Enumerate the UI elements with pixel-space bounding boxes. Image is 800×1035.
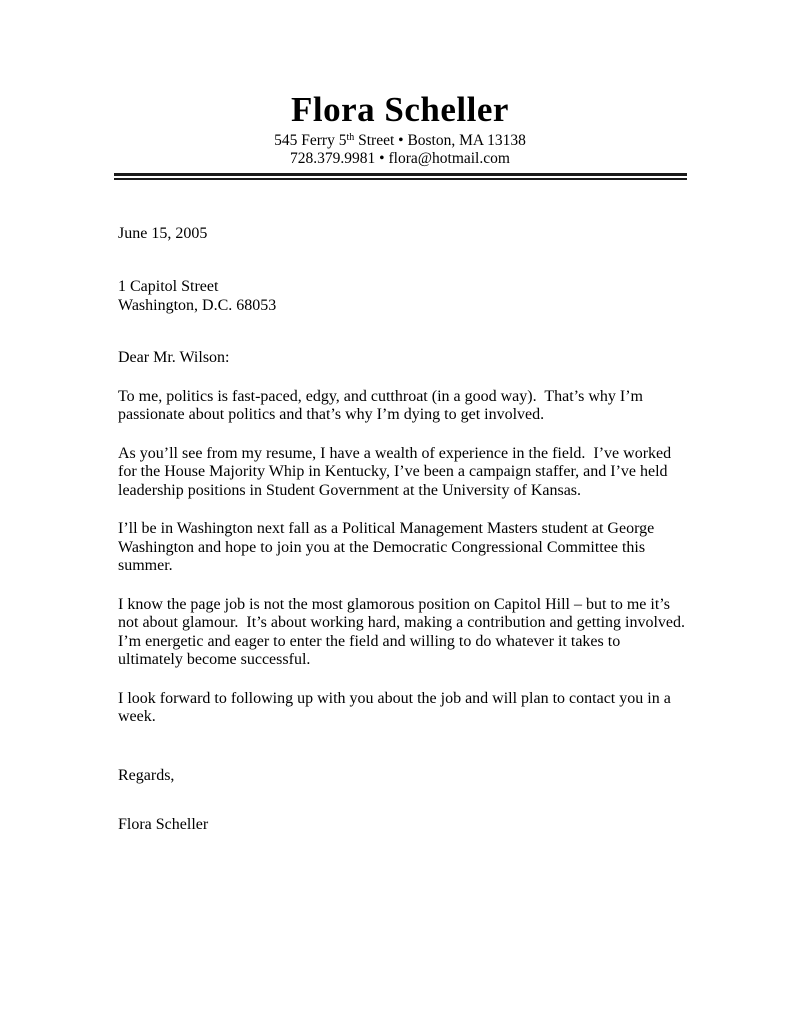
recipient-address-line1: 1 Capitol Street — [118, 278, 219, 295]
body-paragraph: I look forward to following up with you about the job and will plan to contact you in a week. — [118, 689, 675, 725]
divider-bottom-line — [114, 178, 687, 180]
recipient-address — [118, 278, 687, 315]
body-paragraph: I’ll be in Washington next fall as a Political Management Masters student at George Washington and hope to join you at the Democratic Congressional Committee this summer. — [118, 520, 658, 574]
body-paragraph: To me, politics is fast-paced, edgy, and cutthroat (in a good way). That’s why I’m passionate about politics and that’s why I’m dying to get involved. — [118, 387, 647, 423]
recipient-address-line2: Washington, D.C. 68053 — [118, 296, 277, 314]
sender-contact: 728.379.9981 • flora@hotmail.com — [290, 150, 510, 167]
letter-date: June 15, 2005 — [118, 224, 208, 242]
signature-name: Flora Scheller — [118, 816, 209, 833]
body-paragraph: As you’ll see from my resume, I have a wealth of experience in the field. I’ve worked for the House Majority Whip in Kentucky, I’ve been a campaign staffer, and I’ve held leadership positions in Student Government at the University of Kansas. — [118, 444, 676, 499]
salutation: Dear Mr. Wilson: — [118, 349, 230, 366]
sender-address — [0, 132, 800, 150]
body-paragraph: I know the page job is not the most glamorous position on Capitol Hill – but to me it’s not about glamour. It’s about working hard, making a contribution and getting involved. I’m energetic and eager to enter the field and willing to do whatever it takes to ultimately become successful. — [118, 595, 694, 668]
letterhead — [0, 0, 800, 180]
sender-address-superscript: th — [346, 132, 355, 143]
header-divider — [114, 173, 687, 180]
letter-body — [0, 225, 800, 835]
sender-address-suffix: Street • Boston, MA 13138 — [354, 132, 526, 149]
closing: Regards, — [118, 766, 175, 784]
sender-address-prefix: 545 Ferry 5 — [274, 132, 347, 149]
sender-name: Flora Scheller — [291, 90, 509, 129]
